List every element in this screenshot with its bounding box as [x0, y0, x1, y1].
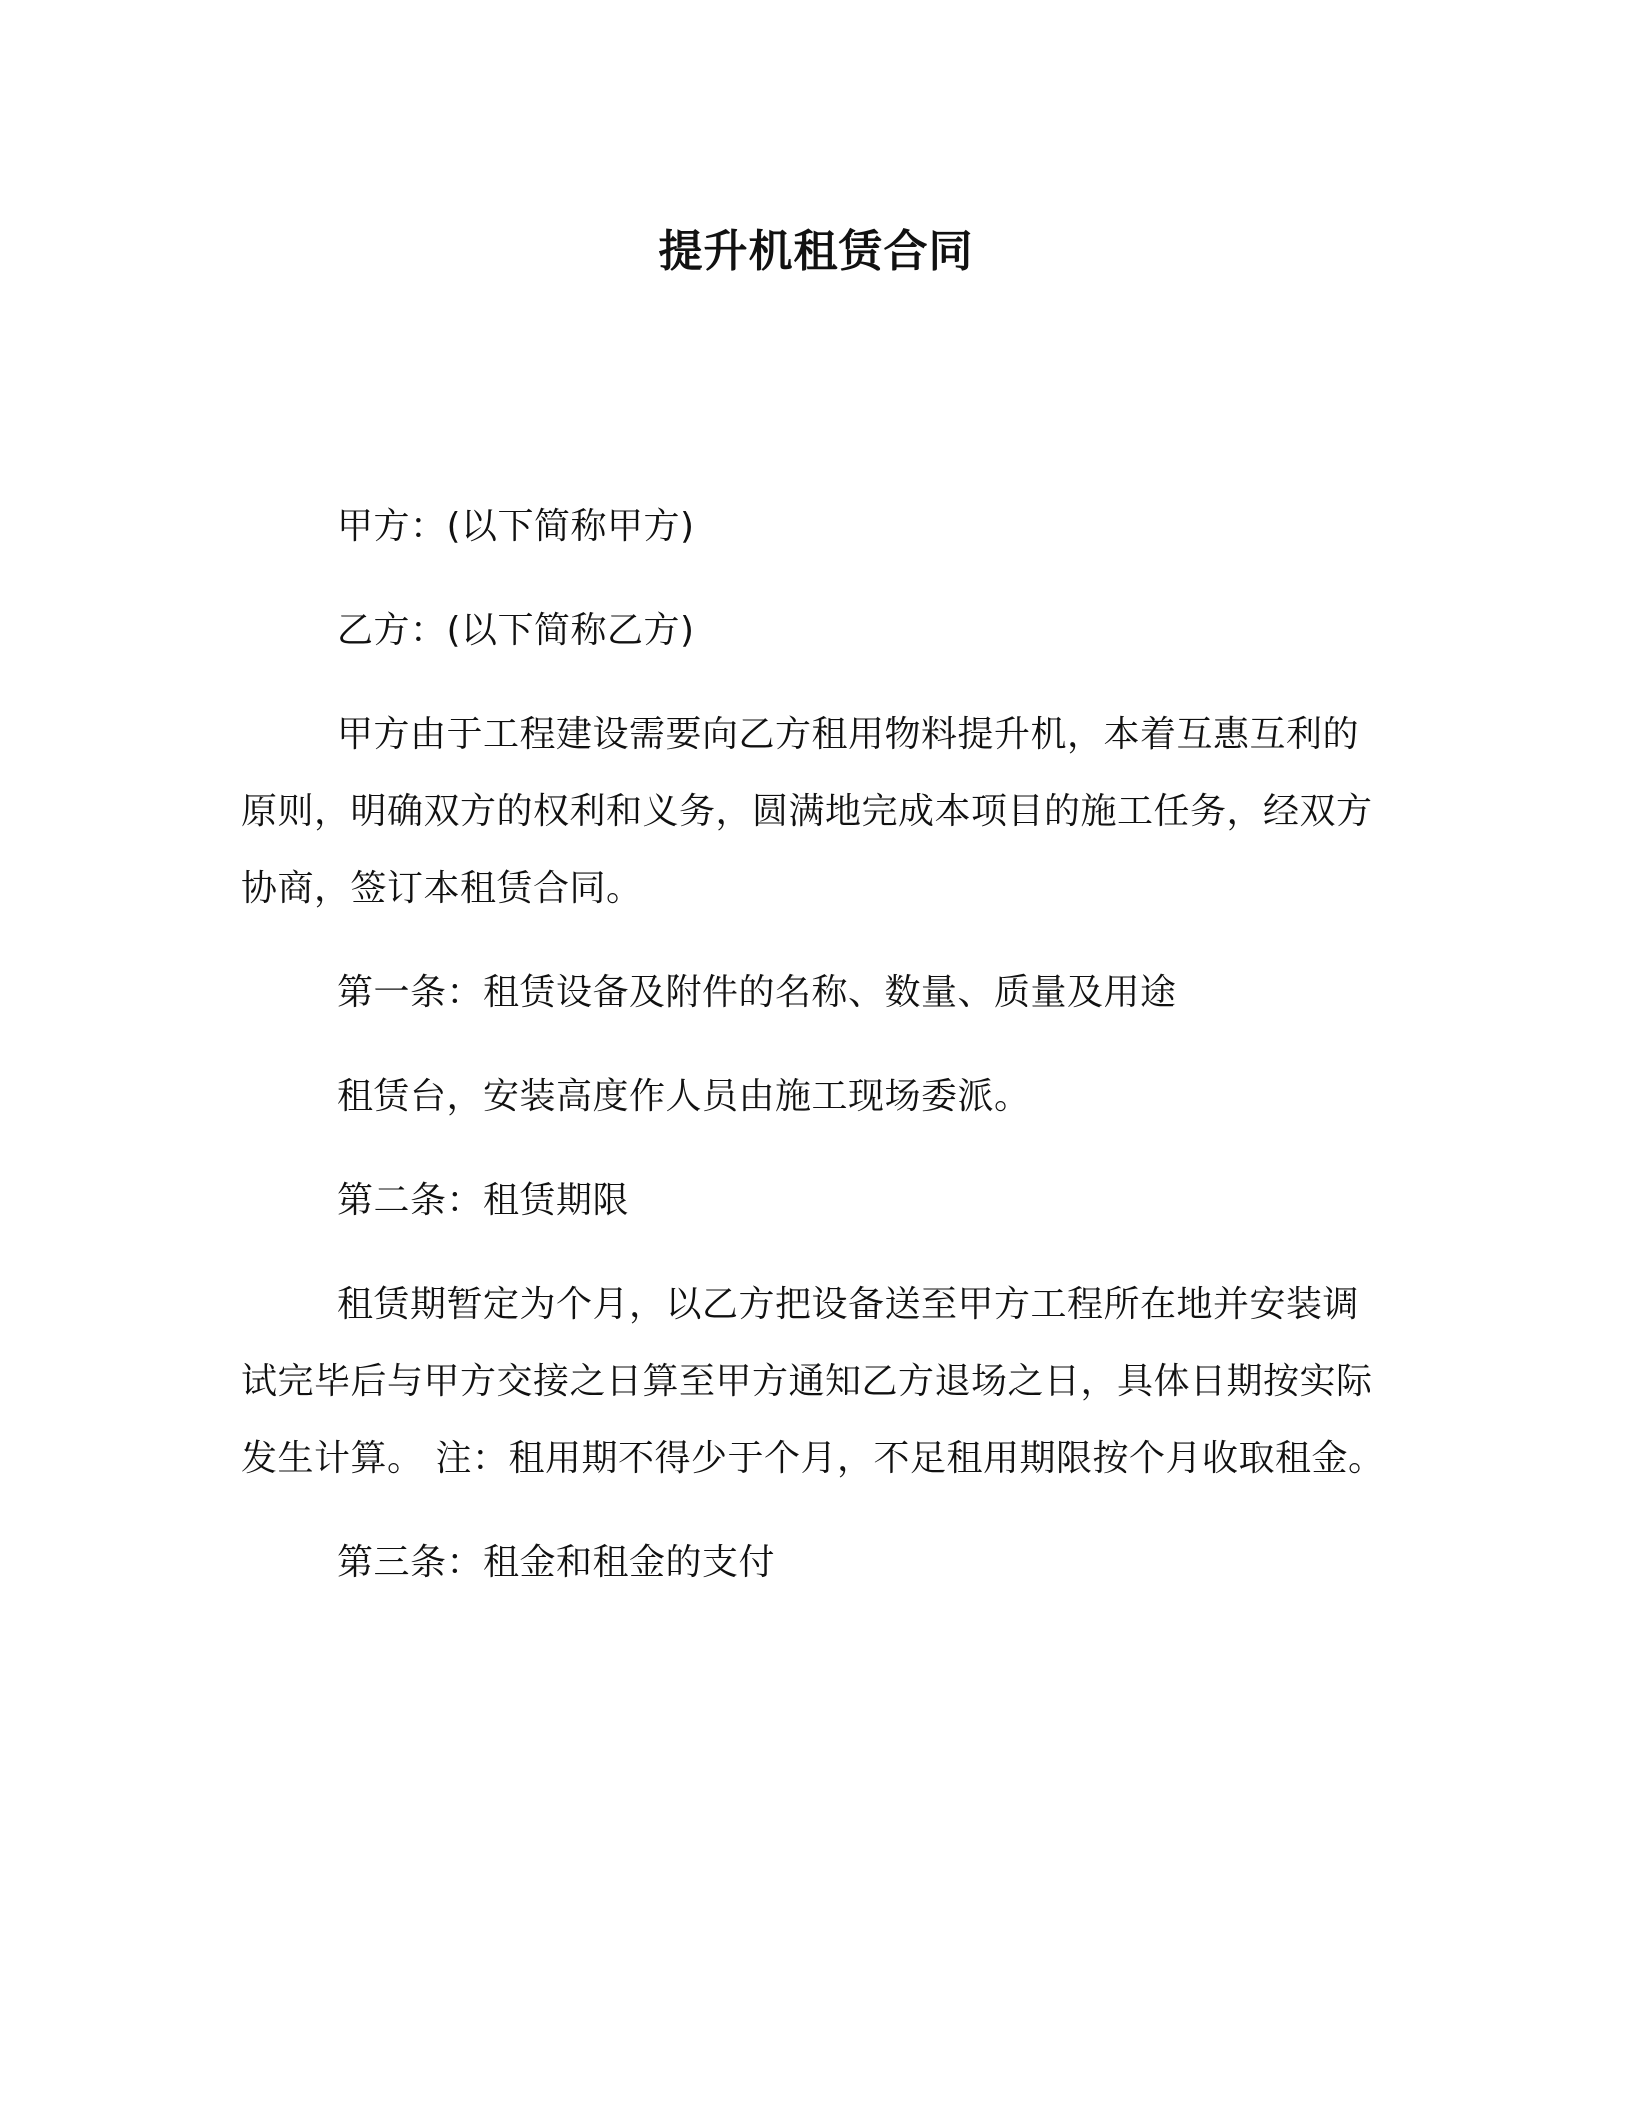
- article-2-heading: 第二条：租赁期限: [337, 1180, 630, 1221]
- party-a-line: 甲方：(以下简称甲方): [337, 506, 695, 547]
- page-title: 提升机租赁合同: [658, 226, 974, 277]
- article-1-text: 租赁台，安装高度作人员由施工现场委派。: [337, 1076, 1031, 1117]
- article-3-heading: 第三条：租金和租金的支付: [337, 1542, 776, 1583]
- article-2-text: 租赁期暂定为个月，以乙方把设备送至甲方工程所在地并安装调试完毕后与甲方交接之日算至甲方通知乙方退场之日，具体日期按实际发生计算。 注：租用期不得少于个月，不足租用期限按个月收取租金。: [241, 1284, 1385, 1479]
- document-body: [241, 488, 1391, 1601]
- intro-paragraph: 甲方由于工程建设需要向乙方租用物料提升机，本着互惠互利的原则，明确双方的权利和义务，圆满地完成本项目的施工任务，经双方协商，签订本租赁合同。: [241, 714, 1373, 909]
- article-1-heading: 第一条：租赁设备及附件的名称、数量、质量及用途: [337, 972, 1177, 1013]
- party-b-line: 乙方：(以下简称乙方): [337, 610, 695, 651]
